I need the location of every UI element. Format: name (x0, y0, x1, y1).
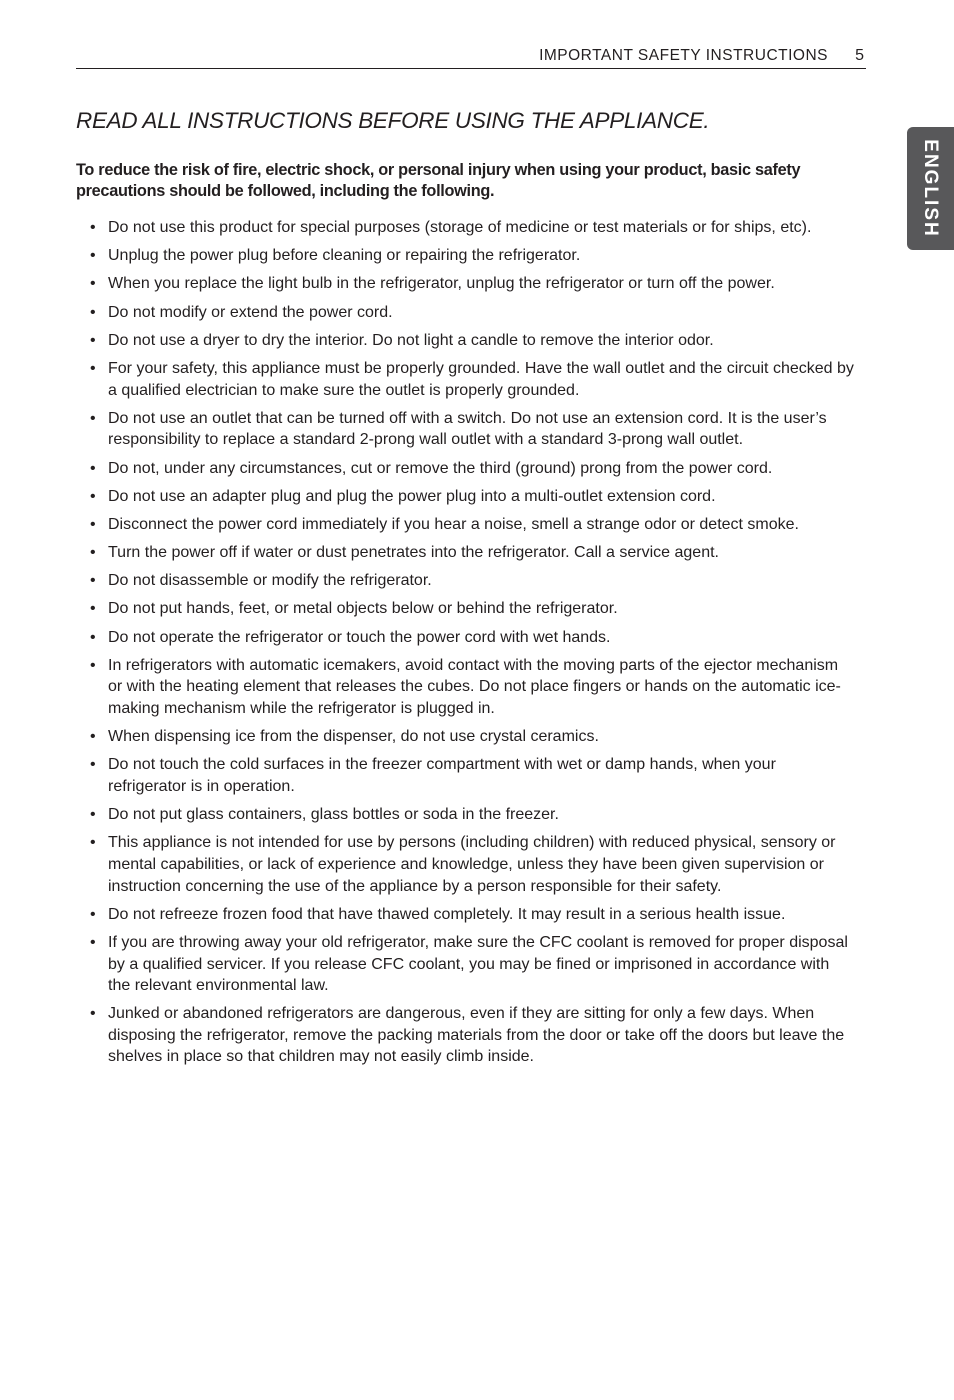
bullet-point: • (90, 572, 96, 590)
list-item (90, 754, 855, 797)
list-item (90, 217, 855, 239)
list-item (90, 804, 855, 826)
bullet-point: • (90, 905, 96, 923)
list-item-text: When dispensing ice from the dispenser, do not use crystal ceramics. (108, 728, 599, 746)
list-item-text: Do not disassemble or modify the refrigerator. (108, 572, 432, 590)
bullet-point: • (90, 247, 96, 265)
list-item-text: Do not use an outlet that can be turned off with a switch. Do not use an extension cord. It is the user’s responsibility to replace a standard 2-prong wall outlet with a standard 3-prong wall outlet. (108, 409, 827, 449)
list-item-text: Do not modify or extend the power cord. (108, 303, 393, 321)
bullet-point: • (90, 331, 96, 349)
list-item (90, 486, 855, 508)
list-item (90, 273, 855, 295)
list-item-text: Do not use a dryer to dry the interior. Do not light a candle to remove the interior odor. (108, 331, 714, 349)
list-item-text: In refrigerators with automatic icemakers, avoid contact with the moving parts of the ejector mechanism or with the heating element that releases the cubes. Do not place fingers or hands on the automatic ice-making mechanism while the refrigerator is plugged in. (108, 656, 841, 717)
list-item-text: Disconnect the power cord immediately if you hear a noise, smell a strange odor or detect smoke. (108, 515, 799, 533)
list-item-text: If you are throwing away your old refrigerator, make sure the CFC coolant is removed for proper disposal by a qualified servicer. If you release CFC coolant, you may be fined or imprisoned in accordance with the relevant environmental law. (108, 933, 848, 995)
list-item-text: When you replace the light bulb in the refrigerator, unplug the refrigerator or turn off the power. (108, 275, 775, 293)
page-header (76, 46, 866, 69)
page-number: 5 (855, 47, 864, 64)
bullet-point: • (90, 409, 96, 427)
list-item-text: This appliance is not intended for use by persons (including children) with reduced physical, sensory or mental capabilities, or lack of experience and knowledge, unless they have been given supervision or instruction concerning the use of the appliance by a person responsible for their safety. (108, 834, 836, 895)
list-item (90, 358, 855, 401)
bullet-point: • (90, 933, 96, 951)
page-heading: READ ALL INSTRUCTIONS BEFORE USING THE APPLIANCE. (76, 108, 710, 133)
list-item (90, 627, 855, 649)
list-item-text: Do not refreeze frozen food that have thawed completely. It may result in a serious health issue. (108, 905, 786, 923)
section-title: IMPORTANT SAFETY INSTRUCTIONS (539, 47, 828, 64)
safety-instructions-list (90, 217, 855, 1075)
bullet-point: • (90, 656, 96, 674)
bullet-point: • (90, 600, 96, 618)
list-item (90, 1003, 855, 1068)
list-item-text: Unplug the power plug before cleaning or repairing the refrigerator. (108, 247, 581, 265)
bullet-point: • (90, 756, 96, 774)
list-item (90, 570, 855, 592)
list-item-text: Do not put hands, feet, or metal objects below or behind the refrigerator. (108, 600, 618, 618)
bullet-point: • (90, 515, 96, 533)
list-item (90, 655, 855, 720)
bullet-point: • (90, 834, 96, 852)
list-item (90, 408, 855, 451)
list-item-text: Do not use this product for special purposes (storage of medicine or test materials or for ships, etc). (108, 219, 812, 236)
bullet-point: • (90, 544, 96, 562)
list-item (90, 542, 855, 564)
bullet-point: • (90, 806, 96, 824)
language-tab (907, 127, 954, 250)
list-item-text: Junked or abandoned refrigerators are dangerous, even if they are sitting for only a few days. When disposing the refrigerator, remove the packing materials from the door or take off the doors but leave the shelves in place so that children may not easily climb inside. (108, 1005, 845, 1066)
bullet-point: • (90, 219, 96, 236)
list-item (90, 302, 855, 324)
list-item (90, 598, 855, 620)
list-item-text: Do not put glass containers, glass bottles or soda in the freezer. (108, 806, 559, 824)
intro-paragraph: To reduce the risk of fire, electric shock, or personal injury when using your product, basic safety precautions should be followed, including the following. (76, 161, 801, 200)
bullet-point: • (90, 359, 96, 377)
list-item-text: Do not use an adapter plug and plug the power plug into a multi-outlet extension cord. (108, 487, 716, 505)
list-item-text: Do not, under any circumstances, cut or remove the third (ground) prong from the power cord. (108, 459, 773, 477)
list-item (90, 832, 855, 897)
bullet-point: • (90, 728, 96, 746)
bullet-point: • (90, 628, 96, 646)
list-item-text: For your safety, this appliance must be properly grounded. Have the wall outlet and the circuit checked by a qualified electrician to make sure the outlet is properly grounded. (108, 359, 854, 399)
bullet-point: • (90, 275, 96, 293)
bullet-point: • (90, 1005, 96, 1023)
list-item (90, 514, 855, 536)
list-item (90, 904, 855, 926)
list-item-text: Do not touch the cold surfaces in the freezer compartment with wet or damp hands, when your refrigerator is in operation. (108, 756, 776, 795)
list-item-text: Do not operate the refrigerator or touch the power cord with wet hands. (108, 628, 611, 646)
language-label: ENGLISH (920, 139, 942, 238)
bullet-point: • (90, 303, 96, 321)
list-item (90, 458, 855, 480)
list-item (90, 330, 855, 352)
list-item (90, 245, 855, 267)
list-item (90, 932, 855, 997)
list-item-text: Turn the power off if water or dust penetrates into the refrigerator. Call a service agent. (108, 544, 719, 562)
list-item (90, 726, 855, 748)
bullet-point: • (90, 459, 96, 477)
bullet-point: • (90, 487, 96, 505)
